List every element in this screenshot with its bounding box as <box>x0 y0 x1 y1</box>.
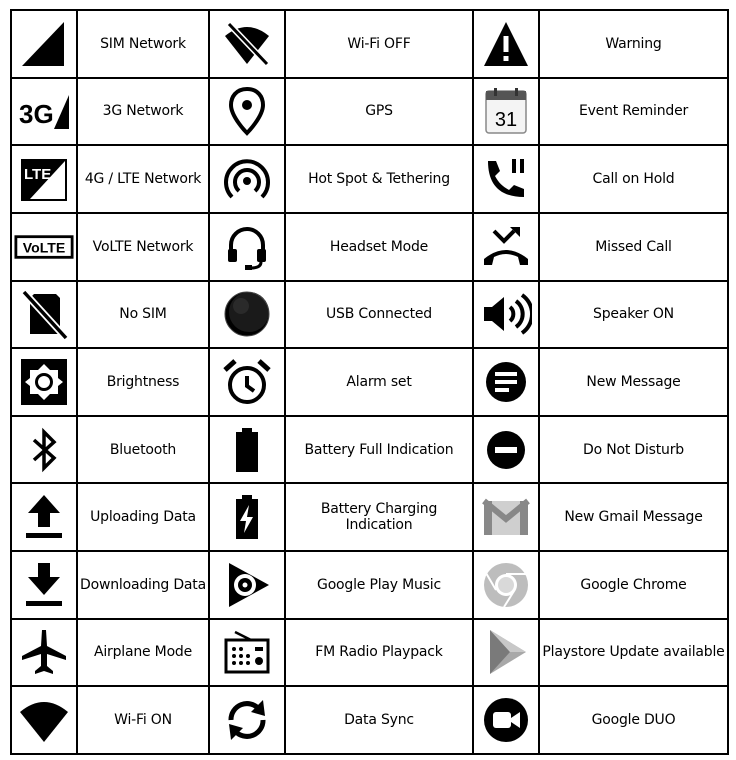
label-brightness: Brightness <box>77 348 209 416</box>
table-row <box>11 686 728 754</box>
wifi-off-icon <box>209 10 285 78</box>
usb-icon <box>209 281 285 349</box>
svg-text:LTE: LTE <box>24 166 52 184</box>
speaker-icon <box>473 281 539 349</box>
message-icon <box>473 348 539 416</box>
label-sim-network: SIM Network <box>77 10 209 78</box>
gps-icon <box>209 78 285 146</box>
svg-text:3G: 3G <box>19 99 54 130</box>
label-battery-full: Battery Full Indication <box>285 416 473 484</box>
volte-icon <box>11 213 77 281</box>
table-row <box>11 619 728 687</box>
chrome-icon <box>473 551 539 619</box>
headset-icon <box>209 213 285 281</box>
wifi-icon <box>11 686 77 754</box>
table-row <box>11 145 728 213</box>
label-alarm-set: Alarm set <box>285 348 473 416</box>
label-new-message: New Message <box>539 348 728 416</box>
label-fm-radio: FM Radio Playpack <box>285 619 473 687</box>
label-wifi-off: Wi-Fi OFF <box>285 10 473 78</box>
label-lte-network: 4G / LTE Network <box>77 145 209 213</box>
alarm-icon <box>209 348 285 416</box>
play-music-icon <box>209 551 285 619</box>
label-missed-call: Missed Call <box>539 213 728 281</box>
upload-icon <box>11 483 77 551</box>
label-bluetooth: Bluetooth <box>77 416 209 484</box>
label-volte-network: VoLTE Network <box>77 213 209 281</box>
lte-icon <box>11 145 77 213</box>
table-row <box>11 416 728 484</box>
download-icon <box>11 551 77 619</box>
table-row <box>11 213 728 281</box>
label-data-sync: Data Sync <box>285 686 473 754</box>
airplane-icon <box>11 619 77 687</box>
call-hold-icon <box>473 145 539 213</box>
playstore-icon <box>473 619 539 687</box>
label-downloading-data: Downloading Data <box>77 551 209 619</box>
table-row <box>11 483 728 551</box>
label-3g-network: 3G Network <box>77 78 209 146</box>
label-gps: GPS <box>285 78 473 146</box>
label-call-on-hold: Call on Hold <box>539 145 728 213</box>
label-battery-charging: Battery Charging Indication <box>285 483 473 551</box>
battery-full-icon <box>209 416 285 484</box>
hotspot-icon <box>209 145 285 213</box>
label-hotspot: Hot Spot & Tethering <box>285 145 473 213</box>
label-google-chrome: Google Chrome <box>539 551 728 619</box>
table-row <box>11 78 728 146</box>
status-icons-table <box>10 9 729 755</box>
label-airplane-mode: Airplane Mode <box>77 619 209 687</box>
calendar-icon <box>473 78 539 146</box>
table-row <box>11 551 728 619</box>
duo-icon <box>473 686 539 754</box>
label-uploading-data: Uploading Data <box>77 483 209 551</box>
label-playstore-update: Playstore Update available <box>539 619 728 687</box>
gmail-icon <box>473 483 539 551</box>
bluetooth-icon <box>11 416 77 484</box>
table-row <box>11 348 728 416</box>
label-google-duo: Google DUO <box>539 686 728 754</box>
signal-icon <box>11 10 77 78</box>
label-headset-mode: Headset Mode <box>285 213 473 281</box>
table-row <box>11 10 728 78</box>
brightness-icon <box>11 348 77 416</box>
table-row <box>11 281 728 349</box>
do-not-disturb-icon <box>473 416 539 484</box>
label-event-reminder: Event Reminder <box>539 78 728 146</box>
sync-icon <box>209 686 285 754</box>
label-usb-connected: USB Connected <box>285 281 473 349</box>
warning-icon <box>473 10 539 78</box>
label-warning: Warning <box>539 10 728 78</box>
3g-icon <box>11 78 77 146</box>
label-wifi-on: Wi-Fi ON <box>77 686 209 754</box>
label-speaker-on: Speaker ON <box>539 281 728 349</box>
label-google-play-music: Google Play Music <box>285 551 473 619</box>
svg-text:31: 31 <box>494 109 518 132</box>
svg-text:VoLTE: VoLTE <box>22 239 66 256</box>
fm-radio-icon <box>209 619 285 687</box>
battery-charging-icon <box>209 483 285 551</box>
label-do-not-disturb: Do Not Disturb <box>539 416 728 484</box>
label-no-sim: No SIM <box>77 281 209 349</box>
label-new-gmail: New Gmail Message <box>539 483 728 551</box>
no-sim-icon <box>11 281 77 349</box>
missed-call-icon <box>473 213 539 281</box>
